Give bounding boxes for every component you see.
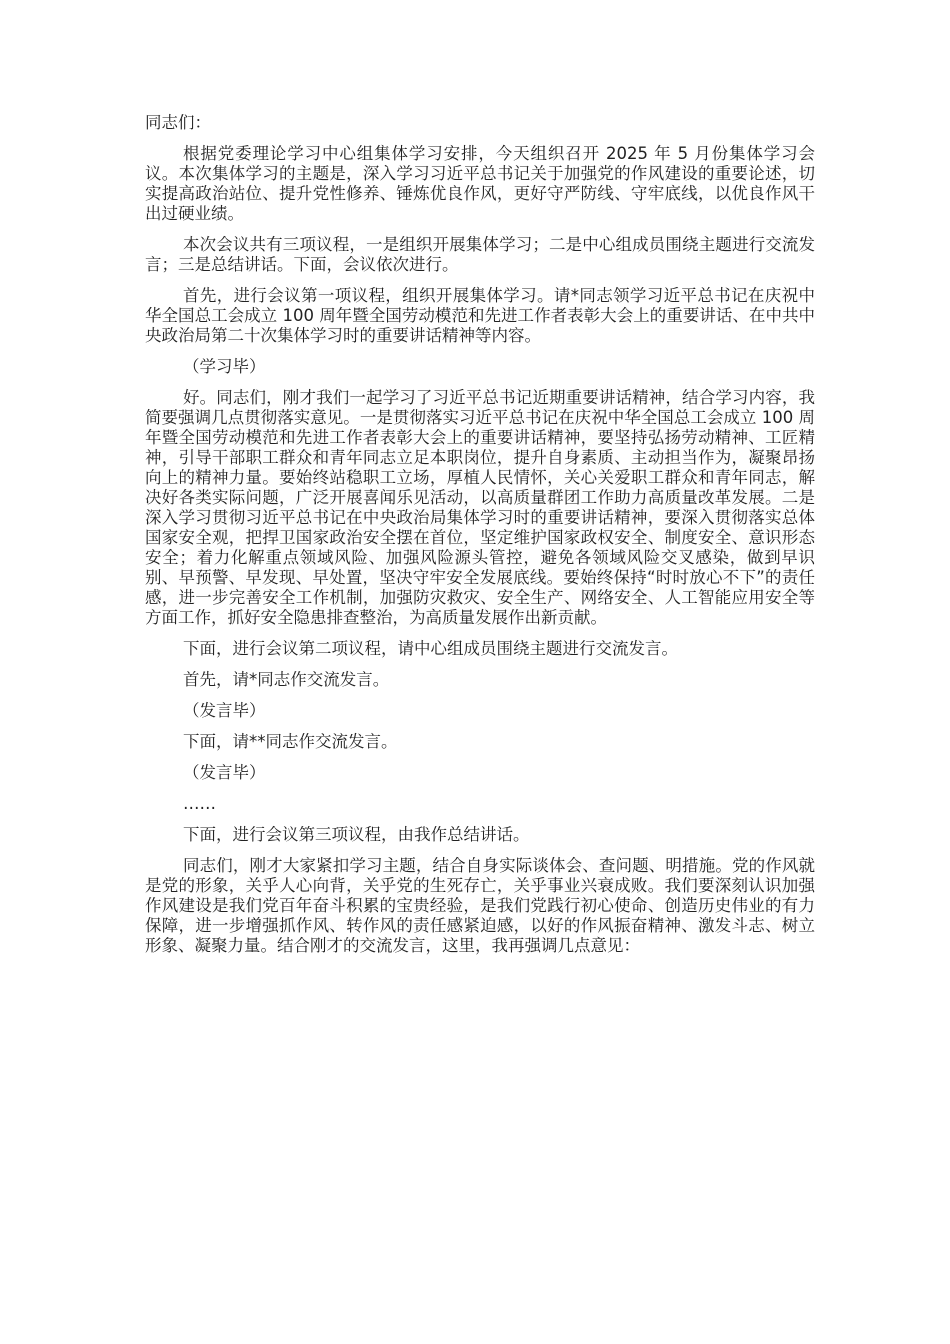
note-speech-finished-2: （发言毕） xyxy=(183,763,266,782)
paragraph-second-speaker: 下面，请**同志作交流发言。 xyxy=(183,732,398,751)
paragraph-first-item: 首先，进行会议第一项议程，组织开展集体学习。请*同志领学习近平总书记在庆祝中华全国总工会成立 100 周年暨全国劳动模范和先进工作者表彰大会上的重要讲话、在中共中央政治局第二十次集体学习时的重要讲话精神等内容。 xyxy=(145,286,815,345)
document-body xyxy=(145,113,815,967)
note-speech-finished-1: （发言毕） xyxy=(183,701,266,720)
paragraph-study-arrangement: 根据党委理论学习中心组集体学习安排，今天组织召开 2025 年 5 月份集体学习会议。本次集体学习的主题是，深入学习习近平总书记关于加强党的作风建设的重要论述，切实提高政治站位、提升党性修养、锤炼优良作风，更好守严防线、守牢底线，以优良作风干出过硬业绩。 xyxy=(145,144,815,223)
paragraph-first-speaker: 首先，请*同志作交流发言。 xyxy=(183,670,390,689)
paragraph-summary-speech: 同志们，刚才大家紧扣学习主题，结合自身实际谈体会、查问题、明措施。党的作风就是党的形象，关乎人心向背，关乎党的生死存亡，关乎事业兴衰成败。我们要深刻认识加强作风建设是我们党百年奋斗积累的宝贵经验，是我们党践行初心使命、创造历史伟业的有力保障，进一步增强抓作风、转作风的责任感紧迫感，以好的作风振奋精神、激发斗志、树立形象、凝聚力量。结合刚才的交流发言，这里，我再强调几点意见： xyxy=(145,856,815,955)
greeting: 同志们： xyxy=(145,113,211,132)
paragraph-agenda: 本次会议共有三项议程，一是组织开展集体学习；二是中心组成员围绕主题进行交流发言；三是总结讲话。下面，会议依次进行。 xyxy=(145,235,815,274)
note-study-finished: （学习毕） xyxy=(183,357,266,376)
paragraph-second-item: 下面，进行会议第二项议程，请中心组成员围绕主题进行交流发言。 xyxy=(183,639,678,658)
ellipsis: …… xyxy=(183,794,216,813)
paragraph-third-item: 下面，进行会议第三项议程，由我作总结讲话。 xyxy=(183,825,530,844)
paragraph-implementation-opinions: 好。同志们，刚才我们一起学习了习近平总书记近期重要讲话精神，结合学习内容，我简要强调几点贯彻落实意见。一是贯彻落实习近平总书记在庆祝中华全国总工会成立 100 周年暨全国劳动模范和先进工作者表彰大会上的重要讲话精神，要坚持弘扬劳动精神、工匠精神，引导干部职工群众和青年同志立足本职岗位，提升自身素质、主动担当作为，凝聚昂扬向上的精神力量。要始终站稳职工立场，厚植人民情怀，关心关爱职工群众和青年同志，解决好各类实际问题，广泛开展喜闻乐见活动，以高质量群团工作助力高质量改革发展。二是深入学习贯彻习近平总书记在中央政治局集体学习时的重要讲话精神，要深入贯彻落实总体国家安全观，把捍卫国家政治安全摆在首位，坚定维护国家政权安全、制度安全、意识形态安全；着力化解重点领域风险、加强风险源头管控，避免各领域风险交叉感染，做到早识别、早预警、早发现、早处置，坚决守牢安全发展底线。要始终保持“时时放心不下”的责任感，进一步完善安全工作机制，加强防灾救灾、安全生产、网络安全、人工智能应用安全等方面工作，抓好安全隐患排查整治，为高质量发展作出新贡献。 xyxy=(145,388,815,627)
